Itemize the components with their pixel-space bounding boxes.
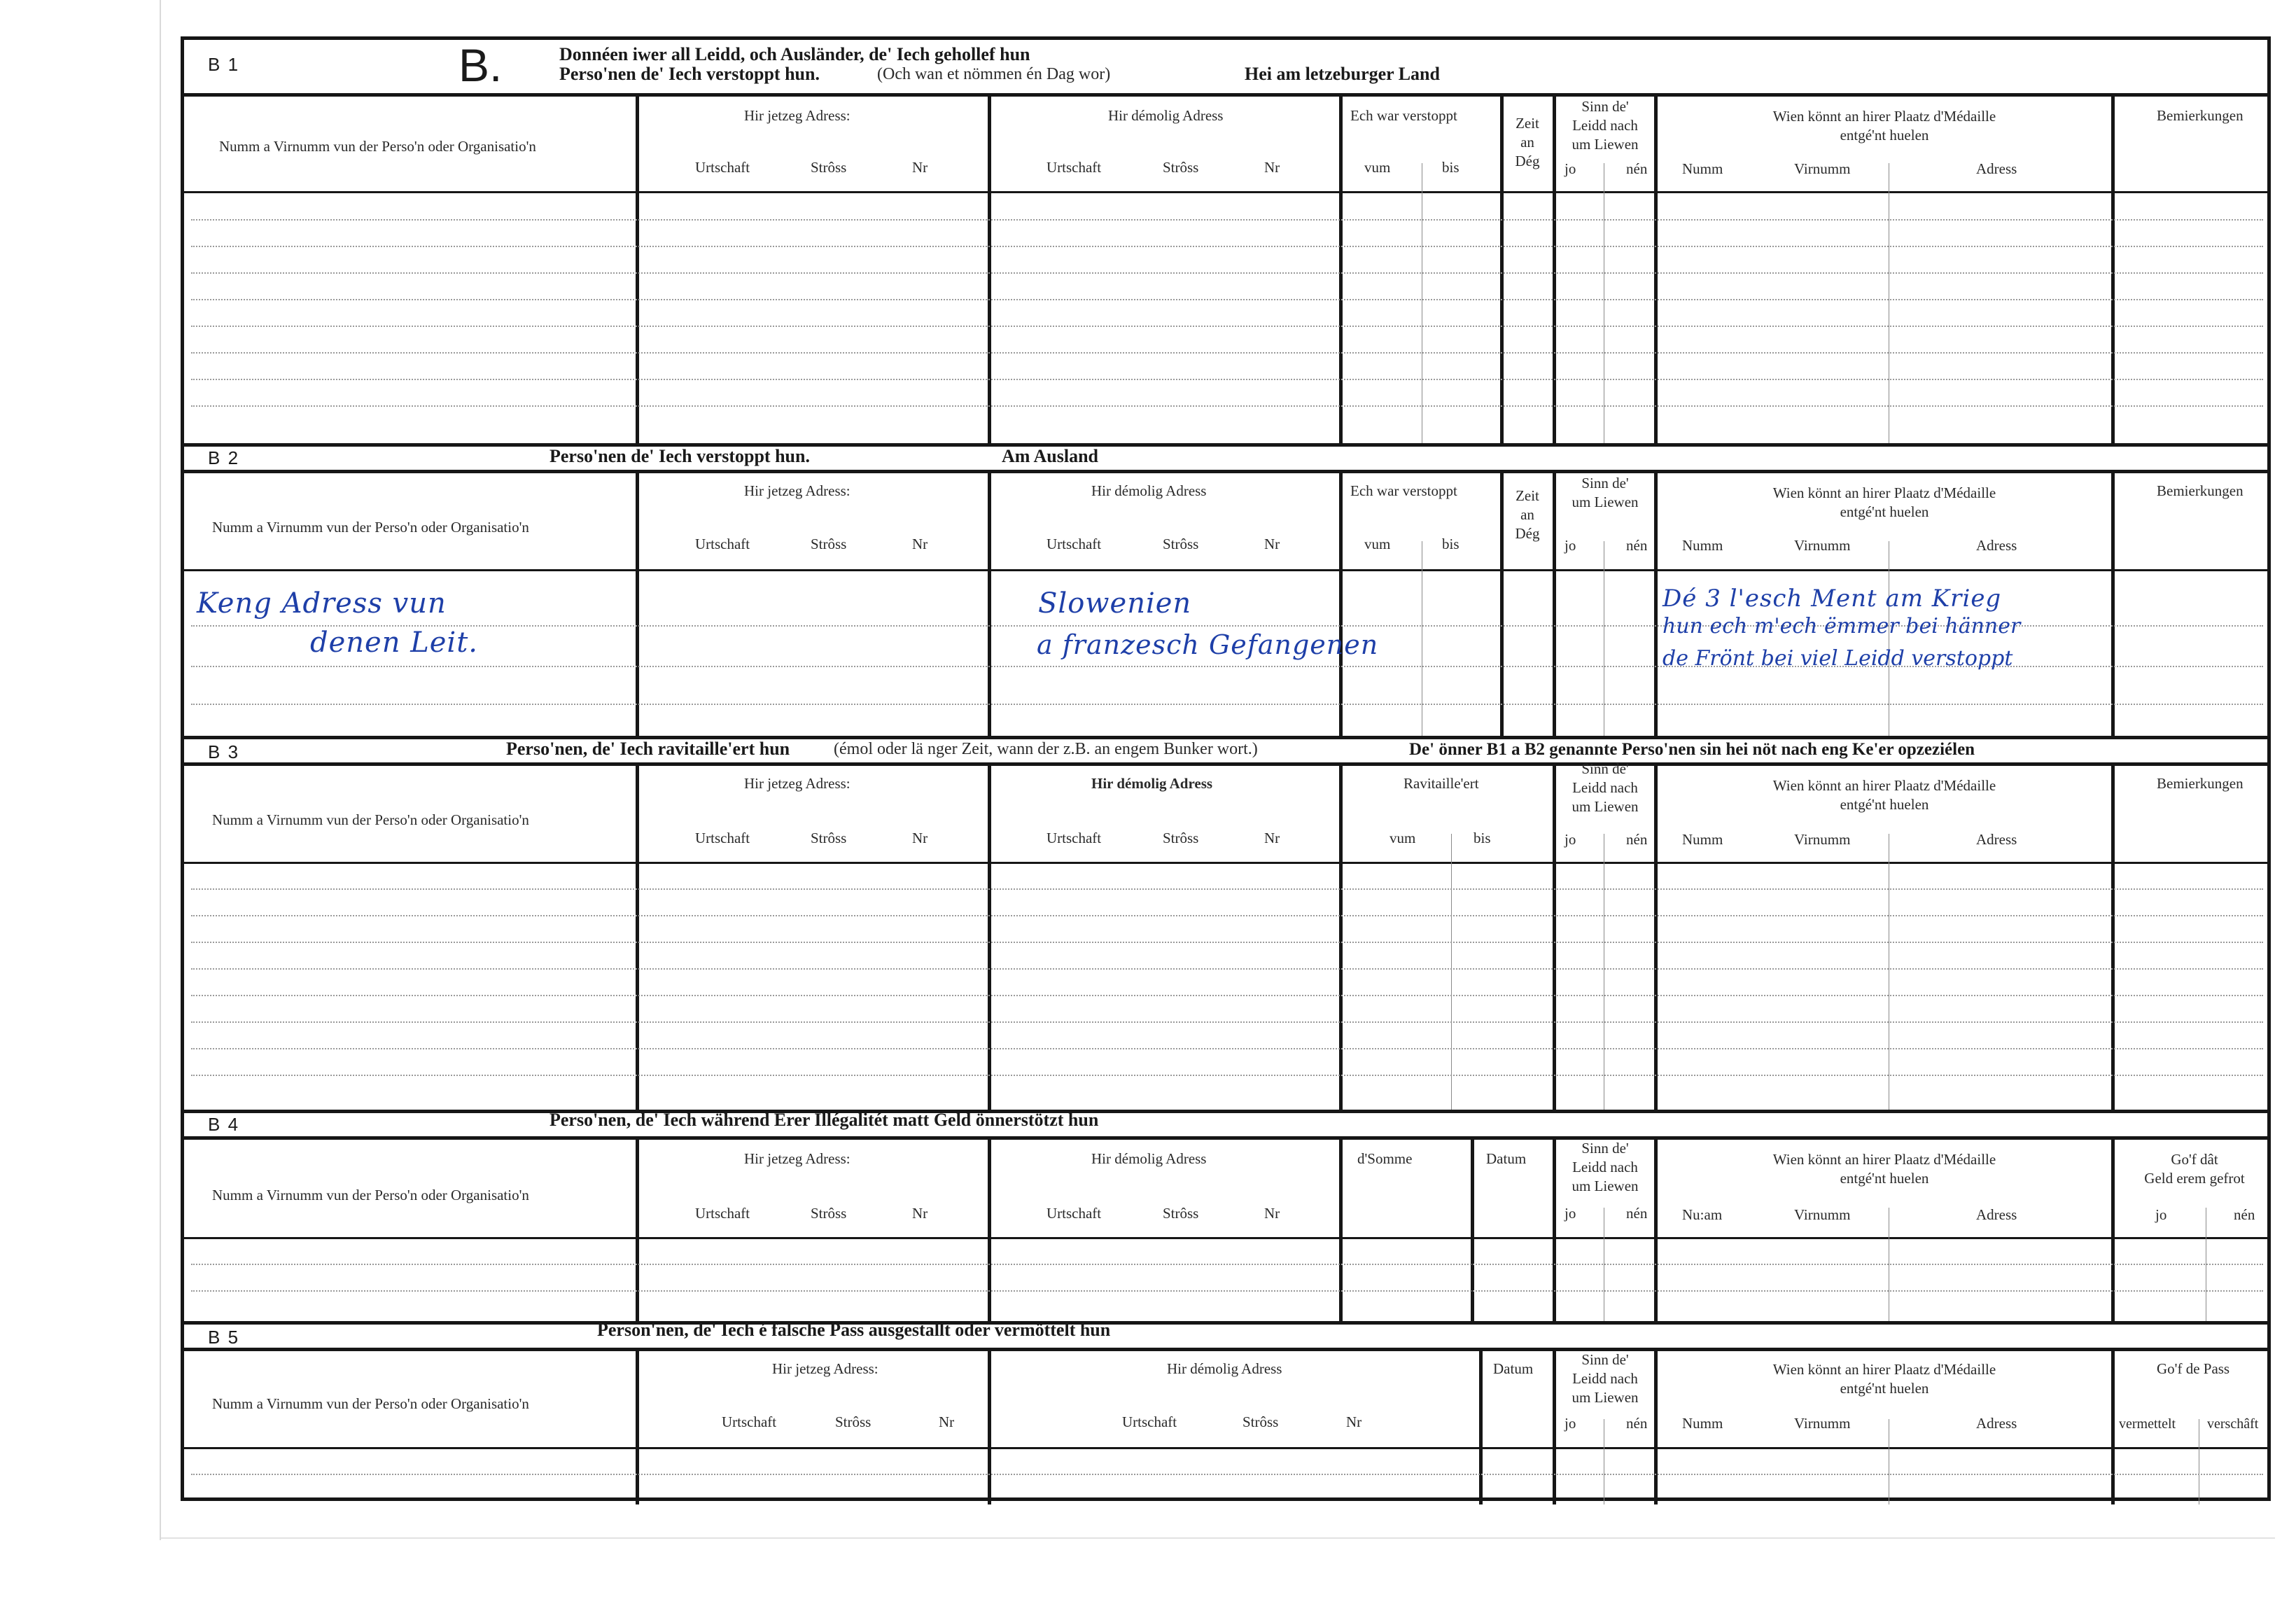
b2-nr: Nr [912,536,928,552]
b3-street-2: Strôss [1163,830,1199,846]
b4-date: Datum [1486,1150,1527,1167]
b3-medal: Wien könnt an hirer Plaatz d'Médaille entgé'nt huelen [1772,777,1996,813]
b2-street-2: Strôss [1163,536,1199,552]
b1-to: bis [1442,159,1460,176]
b4-current-addr: Hir jetzeg Adress: [744,1150,850,1167]
b1-from: vum [1364,159,1391,176]
b3-medal-name: Numm [1682,831,1723,848]
b5-mediated: vermettelt [2119,1416,2176,1432]
b5-title: Person'nen, de' Iech é falsche Pass ausgestallt oder vermöttelt hun [597,1320,1111,1340]
b1-title-land: Hei am letzeburger Land [1245,64,1440,84]
section-id-b2: B 2 [208,447,240,468]
b2-hand-name-1: Keng Adress vun [197,587,447,620]
b2-title-abroad: Am Ausland [1002,446,1098,466]
b5-issued: verschâft [2207,1416,2259,1432]
b5-nr: Nr [939,1413,955,1430]
b1-medal-name: Numm [1682,160,1723,177]
b1-remarks: Bemierkungen [2157,107,2244,124]
b3-remarks: Bemierkungen [2157,775,2244,792]
b4-place-2: Urtschaft [1046,1205,1102,1222]
b1-title-line2: Perso'nen de' Iech verstoppt hun. [559,64,820,84]
b1-time-days: Zeit an Dég [1515,115,1540,169]
b1-title-line1: Donnéen iwer all Leidd, och Ausländer, de' Iech gehollef hun [559,44,1030,64]
b4-gift-yes: jo [2155,1206,2167,1223]
b4-street-2: Strôss [1163,1205,1199,1222]
b4-street: Strôss [811,1205,847,1222]
b3-no: nén [1626,831,1648,848]
b2-time-days: Zeit an Dég [1515,487,1540,542]
b1-title-note: (Och wan et nömmen én Dag wor) [877,65,1111,83]
b2-nr-2: Nr [1264,536,1280,552]
b3-place-2: Urtschaft [1046,830,1102,846]
b2-alive: Sinn de' um Liewen [1572,475,1639,510]
b5-medal: Wien könnt an hirer Plaatz d'Médaille entgé'nt huelen [1772,1361,1996,1397]
b3-title-end: De' önner B1 a B2 genannte Perso'nen sin hei nöt nach eng Ke'er opzeziélen [1409,740,1975,759]
b5-no: nén [1626,1415,1648,1432]
b1-no: nén [1626,160,1648,177]
b3-ravit: Ravitaille'ert [1404,775,1479,792]
b2-hand-name-2: denen Leit. [310,627,479,659]
section-b3 [184,736,2267,1110]
b1-place-label: Urtschaft [695,159,750,176]
b5-medal-name: Numm [1682,1415,1723,1432]
b5-current-addr: Hir jetzeg Adress: [772,1360,878,1377]
b2-street: Strôss [811,536,847,552]
b1-hidden: Ech war verstoppt [1350,107,1457,124]
b5-street: Strôss [835,1413,872,1430]
b4-yes: jo [1564,1205,1576,1222]
b2-hand-medal-3: de Frönt bei viel Leidd verstoppt [1662,646,2013,671]
b3-nr: Nr [912,830,928,846]
b3-current-addr: Hir jetzeg Adress: [744,775,850,792]
b2-hidden: Ech war verstoppt [1350,482,1457,499]
b4-nr-2: Nr [1264,1205,1280,1222]
b3-yes: jo [1564,831,1576,848]
b2-medal: Wien könnt an hirer Plaatz d'Médaille entgé'nt huelen [1772,484,1996,520]
b2-title: Perso'nen de' Iech verstoppt hun. [550,446,810,466]
b2-place: Urtschaft [695,536,750,552]
section-b4 [184,1110,2267,1321]
b3-from: vum [1390,830,1416,846]
b4-title: Perso'nen, de' Iech während Erer Illégalitét matt Geld önnerstötzt hun [550,1110,1099,1130]
section-id-b1: B 1 [208,54,240,75]
b5-name-col: Numm a Virnumm vun der Perso'n oder Organisatio'n [212,1395,529,1412]
b2-to: bis [1442,536,1460,552]
b1-name-col: Numm a Virnumm vun der Perso'n oder Organisatio'n [219,138,536,155]
b3-name-col: Numm a Virnumm vun der Perso'n oder Organisatio'n [212,811,529,828]
b2-place-2: Urtschaft [1046,536,1102,552]
b1-place-label-2: Urtschaft [1046,159,1102,176]
b2-current-addr: Hir jetzeg Adress: [744,482,850,499]
b3-place: Urtschaft [695,830,750,846]
b5-nr-2: Nr [1346,1413,1362,1430]
b4-place: Urtschaft [695,1205,750,1222]
b2-medal-addr: Adress [1976,537,2017,554]
section-id-b3: B 3 [208,741,240,762]
b5-date: Datum [1493,1360,1534,1377]
b2-from: vum [1364,536,1391,552]
b5-place-2: Urtschaft [1122,1413,1177,1430]
b3-to: bis [1474,830,1491,846]
b5-medal-addr: Adress [1976,1415,2017,1432]
b5-street-2: Strôss [1242,1413,1279,1430]
b2-no: nén [1626,537,1648,554]
b1-former-addr: Hir démolig Adress [1108,107,1224,124]
b3-title: Perso'nen, de' Iech ravitaille'ert hun [506,739,790,759]
b2-hand-former-1: Slowenien [1038,587,1192,620]
b5-pass: Go'f de Pass [2157,1360,2230,1377]
b1-nr-label-2: Nr [1264,159,1280,176]
b4-gift: Go'f dât Geld erem gefrot [2144,1151,2245,1187]
b5-yes: jo [1564,1415,1576,1432]
b4-name-col: Numm a Virnumm vun der Perso'n oder Organisatio'n [212,1187,529,1203]
b4-medal-addr: Adress [1976,1206,2017,1223]
b2-hand-former-2: a franzesch Gefangenen [1037,629,1379,660]
page-fold-line [160,0,161,1540]
section-b1 [184,93,2267,443]
b3-nr-2: Nr [1264,830,1280,846]
b4-no: nén [1626,1205,1648,1222]
section-id-b4: B 4 [208,1114,240,1135]
b4-medal-first: Virnumm [1794,1206,1851,1223]
b1-current-addr: Hir jetzeg Adress: [744,107,850,124]
b4-medal-name: Nu:am [1682,1206,1723,1223]
section-letter: B. [458,39,503,91]
b1-alive: Sinn de' Leidd nach um Liewen [1572,98,1639,153]
b2-medal-name: Numm [1682,537,1723,554]
b1-yes: jo [1564,160,1576,177]
b2-yes: jo [1564,537,1576,554]
page-bottom-fold [161,1537,2275,1539]
section-id-b5: B 5 [208,1327,240,1348]
b1-medal-addr: Adress [1976,160,2017,177]
b1-medal-first: Virnumm [1794,160,1851,177]
b2-name-col: Numm a Virnumm vun der Perso'n oder Organisatio'n [212,519,529,536]
b3-title-note: (émol oder lä nger Zeit, wann der z.B. an engem Bunker wort.) [834,740,1258,758]
b1-street-label-2: Strôss [1163,159,1199,176]
b3-medal-first: Virnumm [1794,831,1851,848]
b4-medal: Wien könnt an hirer Plaatz d'Médaille entgé'nt huelen [1772,1151,1996,1187]
b2-medal-first: Virnumm [1794,537,1851,554]
section-b5 [184,1321,2267,1504]
b1-nr-label: Nr [912,159,928,176]
b2-hand-medal-2: hun ech m'ech ëmmer bei hänner [1662,614,2021,638]
b4-former-addr: Hir démolig Adress [1091,1150,1207,1167]
b5-former-addr: Hir démolig Adress [1167,1360,1282,1377]
b4-gift-no: nén [2234,1206,2255,1223]
b2-hand-medal-1: Dé 3 l'esch Ment am Krieg [1662,585,2002,613]
b4-nr: Nr [912,1205,928,1222]
b4-alive: Sinn de' Leidd nach um Liewen [1572,1140,1639,1194]
b1-medal: Wien könnt an hirer Plaatz d'Médaille entgé'nt huelen [1772,108,1996,144]
b3-former-addr: Hir démolig Adress [1091,775,1213,792]
b5-place: Urtschaft [722,1413,777,1430]
b4-sum: d'Somme [1357,1150,1413,1167]
section-b2 [184,443,2267,736]
b2-remarks: Bemierkungen [2157,482,2244,499]
b5-alive: Sinn de' Leidd nach um Liewen [1572,1351,1639,1406]
b2-former-addr: Hir démolig Adress [1091,482,1207,499]
questionnaire-form [181,36,2271,1501]
b3-street: Strôss [811,830,847,846]
b1-street-label: Strôss [811,159,847,176]
b5-medal-first: Virnumm [1794,1415,1851,1432]
b3-alive: Sinn de' Leidd nach um Liewen [1572,760,1639,815]
b3-medal-addr: Adress [1976,831,2017,848]
